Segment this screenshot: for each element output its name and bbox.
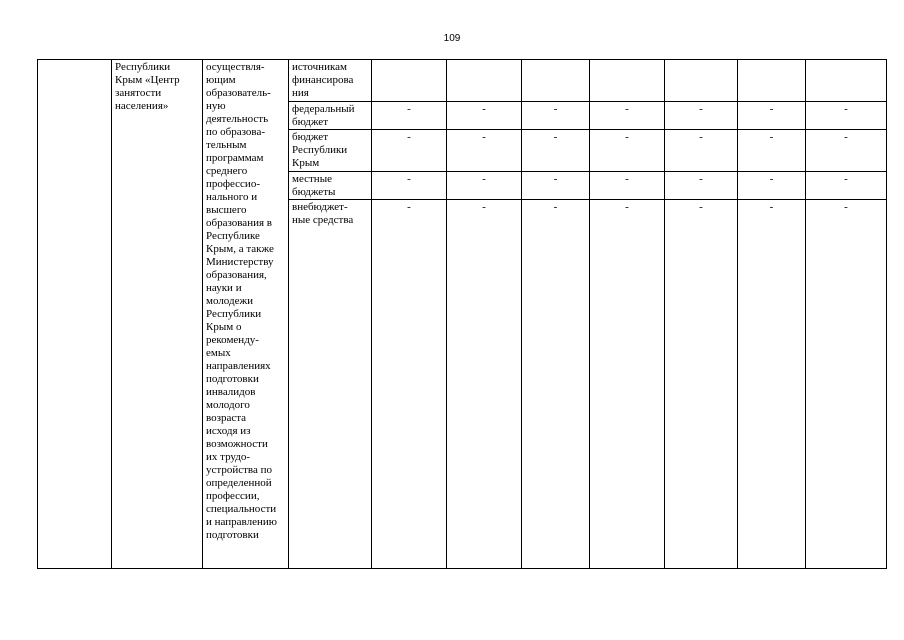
description-cell bbox=[203, 60, 289, 569]
value-cell: - bbox=[372, 172, 447, 200]
value-cell: - bbox=[372, 102, 447, 130]
funding-source-cell bbox=[289, 102, 372, 130]
value-cell bbox=[522, 60, 590, 102]
value-cell: - bbox=[522, 172, 590, 200]
value-cell bbox=[806, 60, 887, 102]
table-row bbox=[38, 60, 887, 102]
empty-number-cell bbox=[38, 60, 112, 569]
funding-source-cell bbox=[289, 60, 372, 102]
funding-source-cell bbox=[289, 130, 372, 172]
funding-source-label: федеральный бюджет bbox=[292, 103, 355, 128]
funding-source-label: внебюджет- ные средства bbox=[292, 201, 354, 226]
value-cell: - bbox=[590, 172, 665, 200]
value-cell: - bbox=[806, 130, 887, 172]
value-cell: - bbox=[806, 200, 887, 569]
funding-source-label: местные бюджеты bbox=[292, 173, 336, 198]
value-cell: - bbox=[590, 130, 665, 172]
value-cell: - bbox=[806, 102, 887, 130]
value-cell bbox=[665, 60, 738, 102]
value-cell: - bbox=[372, 200, 447, 569]
value-cell: - bbox=[590, 102, 665, 130]
value-cell: - bbox=[665, 200, 738, 569]
funding-source-label: бюджет Республики Крым bbox=[292, 131, 348, 169]
value-cell: - bbox=[447, 200, 522, 569]
page-number: 109 bbox=[443, 33, 461, 44]
value-cell: - bbox=[522, 200, 590, 569]
value-cell: - bbox=[806, 172, 887, 200]
value-cell: - bbox=[665, 102, 738, 130]
value-cell bbox=[447, 60, 522, 102]
value-cell: - bbox=[738, 102, 806, 130]
value-cell bbox=[590, 60, 665, 102]
value-cell: - bbox=[665, 172, 738, 200]
value-cell: - bbox=[590, 200, 665, 569]
value-cell: - bbox=[665, 130, 738, 172]
value-cell: - bbox=[372, 130, 447, 172]
value-cell: - bbox=[447, 102, 522, 130]
value-cell: - bbox=[447, 172, 522, 200]
value-cell: - bbox=[522, 102, 590, 130]
value-cell: - bbox=[738, 200, 806, 569]
program-table bbox=[37, 59, 887, 569]
funding-source-label: источникам финансирова ния bbox=[292, 61, 354, 99]
value-cell: - bbox=[738, 172, 806, 200]
value-cell: - bbox=[738, 130, 806, 172]
value-cell bbox=[738, 60, 806, 102]
executor-cell bbox=[112, 60, 203, 569]
executor-text: Республики Крым «Центр занятости населения» bbox=[115, 61, 180, 112]
funding-source-cell bbox=[289, 172, 372, 200]
funding-source-cell bbox=[289, 200, 372, 569]
value-cell: - bbox=[447, 130, 522, 172]
description-text: осуществля- ющим образователь- ную деятельность по образова- тельным программам среднего профессио- нального и высшего образования в Республике Крым, а также Министерству образования, науки и молодежи Республики Крым о рекоменду- емых направлениях подготовки инвалидов молодого возраста исходя из возможности их трудо- устройства по определенной профессии, специальности и направлению подготовки bbox=[206, 61, 277, 541]
value-cell bbox=[372, 60, 447, 102]
value-cell: - bbox=[522, 130, 590, 172]
